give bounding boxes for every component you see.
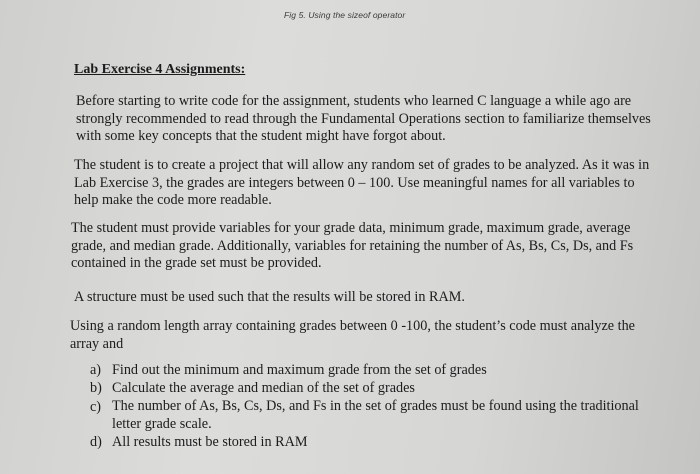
list-item-text: Calculate the average and median of the set of grades	[112, 380, 415, 396]
variables-paragraph: The student must provide variables for your grade data, minimum grade, maximum grade, average grade, and median grade. Additionally, variables for retaining the number of As, Bs, Cs, Ds, and Fs contained in the grade set must be provided.	[71, 220, 634, 271]
list-item	[90, 379, 650, 397]
list-marker: c)	[90, 399, 102, 415]
list-marker: b)	[90, 380, 102, 396]
figure-caption: Fig 5. Using the sizeof operator	[284, 10, 406, 20]
task-list	[90, 361, 650, 451]
list-item	[90, 433, 650, 451]
structure-paragraph: A structure must be used such that the results will be stored in RAM.	[74, 289, 465, 305]
list-item-text: The number of As, Bs, Cs, Ds, and Fs in the set of grades must be found using the traditional letter grade scale.	[112, 398, 639, 432]
intro-paragraph: Before starting to write code for the assignment, students who learned C language a while ago are strongly recommended to read through the Fundamental Operations section to familiarize themselves with some key concepts that the student might have forgot about.	[76, 93, 651, 144]
list-item-text: All results must be stored in RAM	[112, 434, 308, 450]
list-item	[90, 361, 650, 379]
list-marker: a)	[90, 362, 102, 378]
section-heading: Lab Exercise 4 Assignments:	[74, 62, 246, 77]
list-marker: d)	[90, 434, 102, 450]
list-item-text: Find out the minimum and maximum grade from the set of grades	[112, 362, 487, 378]
array-paragraph: Using a random length array containing grades between 0 -100, the student’s code must analyze the array and	[70, 318, 635, 352]
project-paragraph: The student is to create a project that will allow any random set of grades to be analyzed. As it was in Lab Exercise 3, the grades are integers between 0 – 100. Use meaningful names for all variables to help make the code more readable.	[74, 157, 650, 208]
list-item	[90, 397, 650, 433]
